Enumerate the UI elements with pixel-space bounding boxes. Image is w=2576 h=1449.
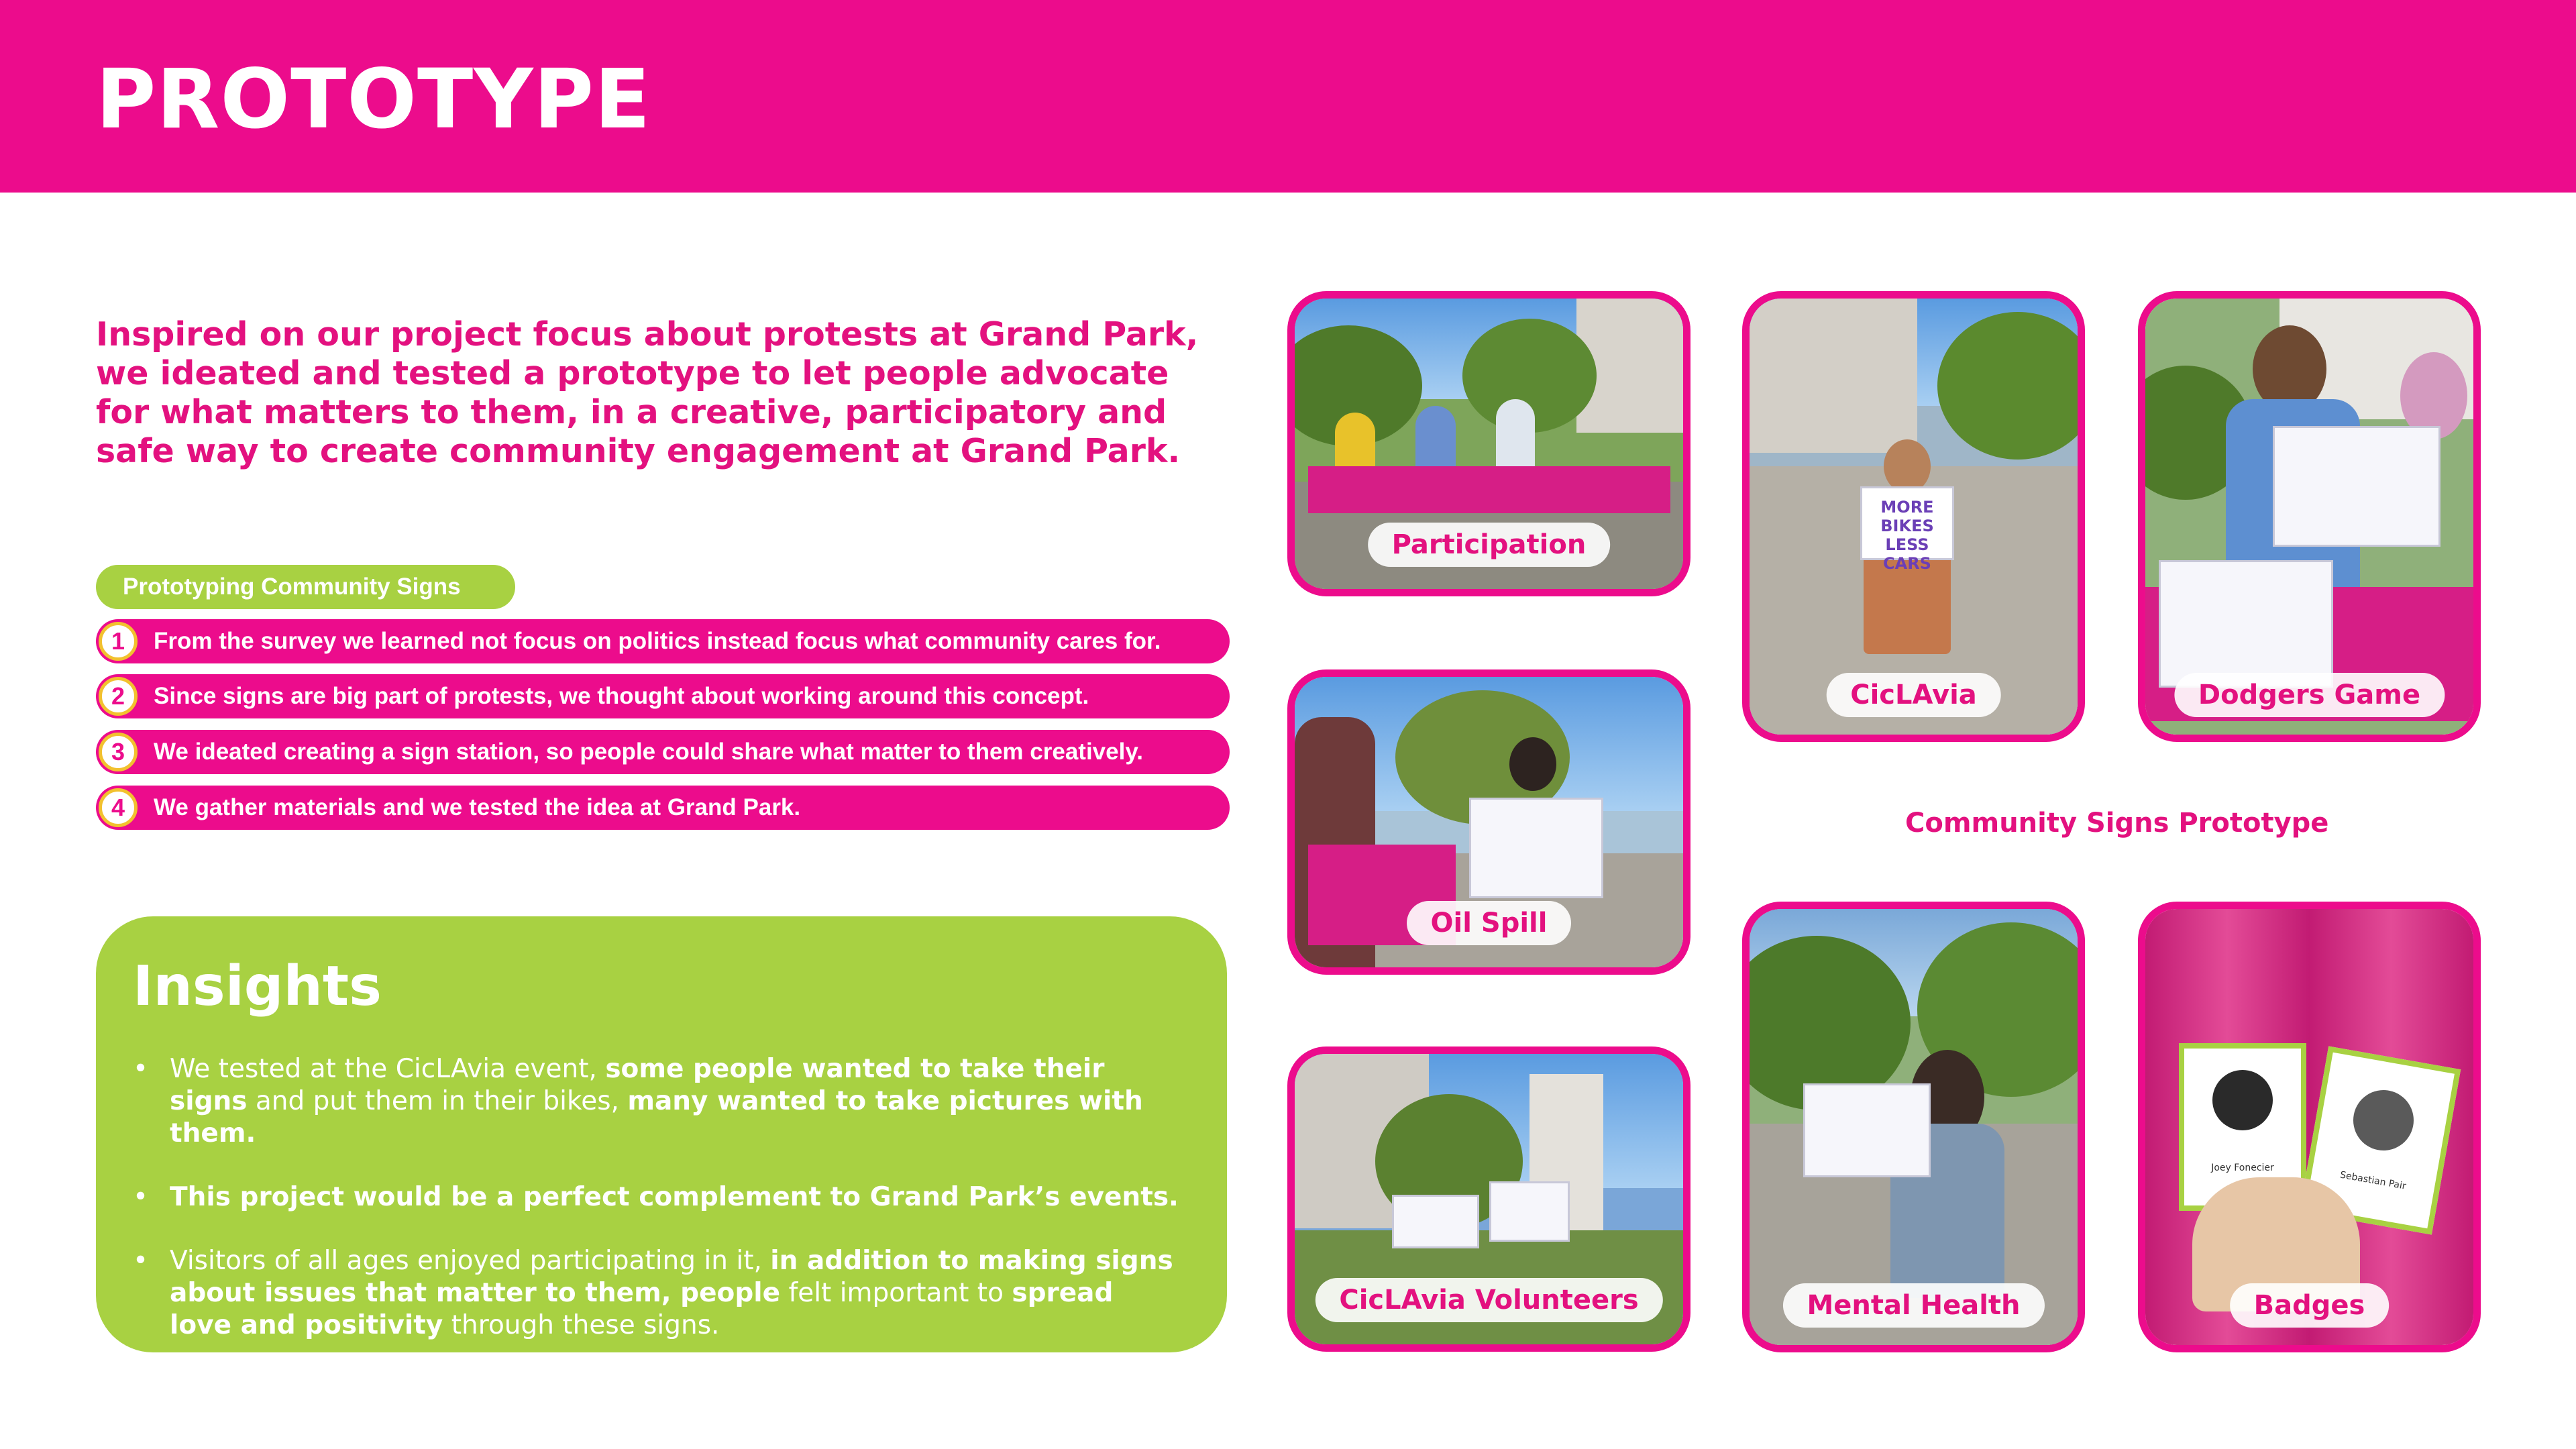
page-title: PROTOTYPE bbox=[96, 52, 651, 147]
insights-title: Insights bbox=[133, 955, 382, 1018]
photo-participation bbox=[1287, 291, 1690, 596]
step-text: We ideated creating a sign station, so people could share what matter to them creatively. bbox=[154, 739, 1143, 765]
photo-mental-health bbox=[1742, 902, 2085, 1352]
photo-caption: Participation bbox=[1368, 523, 1611, 567]
photo-caption: Mental Health bbox=[1782, 1283, 2044, 1328]
photo-dodgers-game bbox=[2138, 291, 2481, 742]
step-3 bbox=[96, 730, 1230, 774]
step-text: Since signs are big part of protests, we thought about working around this concept. bbox=[154, 683, 1089, 709]
badge-card: Joey Fonecier bbox=[2179, 1043, 2306, 1211]
step-text: From the survey we learned not focus on politics instead focus what community cares for. bbox=[154, 628, 1161, 654]
badge-card: Sebastian Pair bbox=[2300, 1046, 2461, 1235]
photo-caption: CicLAvia bbox=[1826, 673, 2001, 717]
insights-list bbox=[133, 1053, 1179, 1373]
step-2 bbox=[96, 674, 1230, 718]
photo-caption: Badges bbox=[2230, 1283, 2390, 1328]
photo-caption: Oil Spill bbox=[1407, 901, 1572, 945]
insight-item: • Visitors of all ages enjoyed participating in it, in addition to making signs about issues that matter to them, people felt important to spread love and positivity through these signs. bbox=[133, 1245, 1179, 1342]
step-1 bbox=[96, 619, 1230, 663]
step-4 bbox=[96, 786, 1230, 830]
section-label-pill: Prototyping Community Signs bbox=[96, 565, 515, 609]
step-number-badge: 1 bbox=[99, 622, 138, 661]
prototype-caption: Community Signs Prototype bbox=[1905, 808, 2329, 839]
protest-sign: MORE BIKES LESS CARS bbox=[1860, 486, 1954, 560]
insight-item: • This project would be a perfect complement to Grand Park’s events. bbox=[133, 1181, 1179, 1214]
intro-paragraph: Inspired on our project focus about protests at Grand Park, we ideated and tested a prototype to let people advocate for what matters to them, in a creative, participatory and safe way to create community engagement at Grand Park. bbox=[96, 315, 1199, 470]
header-bar bbox=[0, 0, 2576, 193]
step-number-badge: 4 bbox=[99, 788, 138, 827]
photo-ciclavia-volunteers bbox=[1287, 1046, 1690, 1352]
step-text: We gather materials and we tested the idea at Grand Park. bbox=[154, 794, 801, 820]
photo-caption: Dodgers Game bbox=[2174, 673, 2445, 717]
insight-item: • We tested at the CicLAvia event, some people wanted to take their signs and put them in their bikes, many wanted to take pictures with them. bbox=[133, 1053, 1179, 1150]
step-number-badge: 2 bbox=[99, 677, 138, 716]
photo-caption: CicLAvia Volunteers bbox=[1315, 1278, 1662, 1322]
step-number-badge: 3 bbox=[99, 733, 138, 771]
photo-badges bbox=[2138, 902, 2481, 1352]
photo-ciclavia bbox=[1742, 291, 2085, 742]
photo-oil-spill bbox=[1287, 669, 1690, 975]
insights-panel bbox=[96, 916, 1227, 1352]
